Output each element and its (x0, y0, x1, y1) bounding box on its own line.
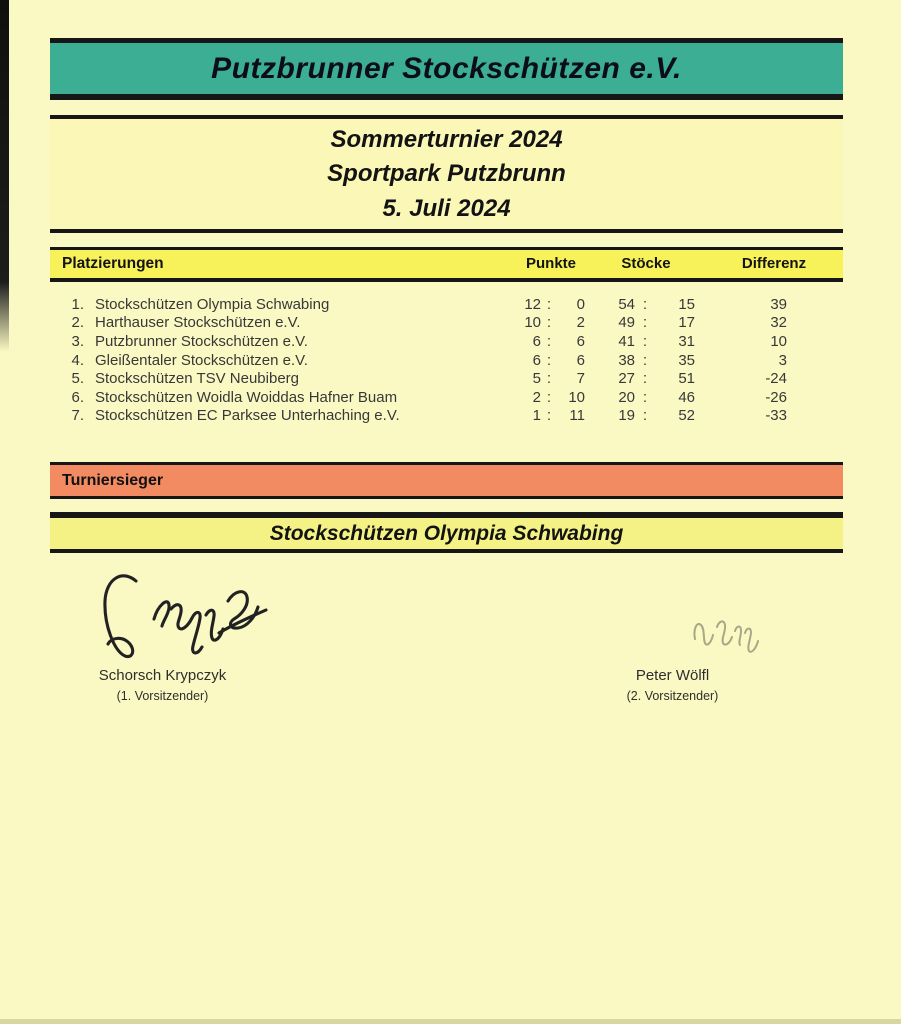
score-separator: : (546, 332, 552, 350)
score-separator: : (642, 407, 648, 425)
stocks-lost: 17 (678, 314, 695, 332)
event-venue: Sportpark Putzbrunn (327, 160, 566, 187)
stocks-won: 27 (618, 370, 635, 388)
difference-value: 3 (778, 351, 787, 369)
stocks-lost: 31 (678, 332, 695, 350)
rank-number: 6. (71, 388, 84, 406)
rank-number: 3. (71, 332, 84, 350)
column-header-difference: Differenz (741, 255, 807, 272)
stocks-lost: 51 (678, 370, 695, 388)
score-separator: : (642, 295, 648, 313)
standings-row (50, 388, 787, 407)
stocks-lost: 35 (678, 351, 695, 369)
score-separator: : (642, 370, 648, 388)
points-won: 1 (532, 407, 541, 425)
standings-table-body (50, 295, 843, 425)
signatory-role: (1. Vorsitzender) (116, 689, 209, 704)
score-separator: : (546, 370, 552, 388)
team-name: Stockschützen Olympia Schwabing (95, 295, 330, 313)
points-lost: 11 (569, 407, 585, 425)
stocks-won: 41 (618, 332, 635, 350)
standings-section-title: Platzierungen (62, 255, 164, 272)
winner-banner (50, 518, 843, 549)
score-separator: : (642, 388, 648, 406)
signatory-name: Peter Wölfl (635, 667, 710, 685)
stocks-lost: 46 (678, 388, 695, 406)
score-separator: : (546, 388, 552, 406)
column-header-stocks: Stöcke (621, 255, 671, 272)
points-lost: 10 (568, 388, 585, 406)
turniersieger-banner (50, 465, 843, 496)
stocks-won: 38 (618, 351, 635, 369)
difference-value: -33 (765, 407, 787, 425)
points-won: 12 (524, 295, 541, 313)
standings-row (50, 332, 787, 351)
signatory-name: Schorsch Krypczyk (98, 667, 227, 685)
signature-block-first-chairman (70, 667, 255, 703)
turniersieger-label: Turniersieger (62, 471, 164, 489)
stocks-won: 19 (618, 407, 635, 425)
signature-image-first-chairman (92, 571, 287, 661)
points-won: 6 (532, 332, 541, 350)
team-name: Gleißentaler Stockschützen e.V. (95, 351, 308, 369)
stocks-won: 54 (618, 295, 635, 313)
points-lost: 7 (576, 370, 585, 388)
score-separator: : (546, 351, 552, 369)
standings-row (50, 407, 787, 426)
score-separator: : (642, 314, 648, 332)
standings-row (50, 351, 787, 370)
difference-value: -24 (765, 370, 787, 388)
difference-value: 32 (770, 314, 787, 332)
stocks-lost: 15 (678, 295, 695, 313)
rank-number: 4. (71, 351, 84, 369)
team-name: Stockschützen EC Parksee Unterhaching e.V. (95, 407, 400, 425)
signature-block-second-chairman (580, 667, 765, 703)
points-won: 10 (524, 314, 541, 332)
difference-value: -26 (765, 388, 787, 406)
rank-number: 2. (71, 314, 84, 332)
score-separator: : (642, 351, 648, 369)
points-won: 6 (532, 351, 541, 369)
event-date: 5. Juli 2024 (382, 194, 511, 222)
stocks-won: 49 (618, 314, 635, 332)
standings-row (50, 369, 787, 388)
club-title: Putzbrunner Stockschützen e.V. (211, 51, 682, 85)
standings-header-row (50, 250, 843, 278)
rank-number: 1. (71, 295, 84, 313)
team-name: Stockschützen Woidla Woiddas Hafner Buam (95, 388, 398, 406)
points-lost: 6 (576, 332, 585, 350)
score-separator: : (546, 407, 552, 425)
scan-bottom-shadow (0, 1019, 901, 1024)
points-lost: 6 (576, 351, 585, 369)
difference-value: 10 (770, 332, 787, 350)
winner-team-name: Stockschützen Olympia Schwabing (269, 521, 624, 545)
rank-number: 7. (71, 407, 84, 425)
score-separator: : (642, 332, 648, 350)
signature-area (50, 565, 843, 750)
score-separator: : (546, 314, 552, 332)
score-separator: : (546, 295, 552, 313)
club-title-banner (50, 43, 843, 94)
event-title: Sommerturnier 2024 (330, 125, 563, 153)
standings-row (50, 314, 787, 333)
stocks-lost: 52 (678, 407, 695, 425)
scanned-results-sheet (50, 38, 843, 750)
standings-row (50, 295, 787, 314)
rule (50, 549, 843, 553)
points-lost: 0 (576, 295, 585, 313)
event-banner (50, 119, 843, 229)
scan-edge-artifact (0, 0, 9, 352)
difference-value: 39 (770, 295, 787, 313)
team-name: Putzbrunner Stockschützen e.V. (95, 332, 308, 350)
points-won: 5 (532, 370, 541, 388)
signatory-role: (2. Vorsitzender) (626, 689, 719, 704)
points-won: 2 (532, 388, 541, 406)
stocks-won: 20 (618, 388, 635, 406)
rank-number: 5. (71, 370, 84, 388)
column-header-points: Punkte (525, 255, 576, 272)
points-lost: 2 (576, 314, 585, 332)
team-name: Stockschützen TSV Neubiberg (95, 370, 300, 388)
signature-image-second-chairman (683, 601, 767, 659)
team-name: Harthauser Stockschützen e.V. (95, 314, 301, 332)
